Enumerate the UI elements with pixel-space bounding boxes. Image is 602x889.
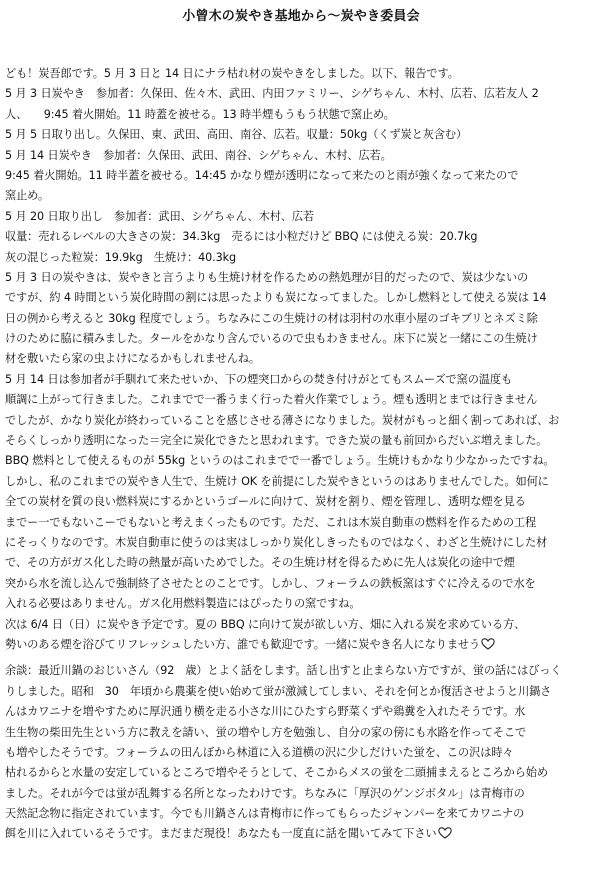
- text-line: [5, 84, 597, 104]
- text-line-content: BBQ 燃料として使えるものが 55kg というのはこれまでで一番でしょう。生焼けもかなり少なかったですね。: [5, 454, 555, 468]
- text-line: [5, 635, 597, 655]
- text-line: [5, 682, 597, 702]
- text-line: [5, 533, 597, 553]
- text-line: [5, 64, 597, 84]
- text-line-content: も増やしたそうです。フォーラムの田んぼから林道に入る道横の沢に少しだけいた蛍を、この沢は時々: [5, 745, 514, 759]
- text-line: [5, 553, 597, 573]
- text-line-content: 枯れるからと水量の安定しているところで増やそうとして、そこからメスの蛍を二頭捕まえるところから始め: [5, 766, 548, 780]
- text-line-content: 5 月 5 日取り出し。久保田、東、武田、高田、南谷、広若。収量：50kg（くず炭と灰含む）: [5, 128, 468, 142]
- text-line: [5, 329, 597, 349]
- text-line: [5, 105, 597, 125]
- text-line-content: けのために脇に積みました。タールをかなり含んでいるので虫もわきません。床下に炭と一緒にこの生焼け: [5, 332, 538, 346]
- text-line: [5, 661, 597, 681]
- text-line-content: までー一でもないこーでもないと考えまくったものです。ただ、これは木炭自動車の燃料を作るための工程: [5, 515, 537, 529]
- text-line: [5, 594, 597, 614]
- text-line-content: りしました。昭和 30 年頃から農薬を使い始めて蛍が激減してしまい、それを何とか復活させようと川鍋さ: [5, 684, 552, 698]
- text-line: [5, 390, 597, 410]
- text-line-content: 5 月 20 日取り出し 参加者：武田、シゲちゃん、木村、広若: [5, 209, 315, 223]
- text-line-content: 灰の混じった粒炭：19.9kg 生焼け：40.3kg: [5, 250, 237, 264]
- text-line: [5, 615, 597, 635]
- report-body: [5, 64, 597, 655]
- text-line: [5, 804, 597, 824]
- text-line: [5, 784, 597, 804]
- heart-outline-icon: [438, 827, 452, 839]
- text-line-content: 生生物の柴田先生という方に教えを請い、蛍の増やし方を勉強し、自分の家の傍にも水路を作ってそこで: [5, 725, 527, 739]
- text-line-content: ですが、約 4 時間という炭化時間の割には思ったよりも炭になってました。しかし燃料として使える炭は 14: [5, 291, 547, 305]
- text-line-content: 余談：最近川鍋のおじいさん（92 歳）とよく話をします。話し出すと止まらない方ですが、蛍の話にはびっく: [5, 664, 562, 678]
- text-line: [5, 125, 597, 145]
- text-line-content: 人、 9:45 着火開始。11 時蓋を被せる。13 時半煙もうもう状態で窯止め。: [5, 107, 395, 121]
- text-line: [5, 574, 597, 594]
- text-line: [5, 349, 597, 369]
- text-line: [5, 146, 597, 166]
- text-line: [5, 763, 597, 783]
- text-line-content: 入れる必要はありません。ガス化用燃料製造にはぴったりの窯ですね。: [5, 597, 361, 611]
- text-line: [5, 370, 597, 390]
- text-line-content: 餌を川に入れているそうです。まだまだ現役！あなたも一度直に話を聞いてみて下さい: [5, 827, 437, 841]
- text-line-content: んはカワニナを増やすために厚沢通り横を走る小さな川にひたすら野菜くずや鶏糞を入れたそうです。水: [5, 705, 526, 719]
- text-line-content: でしたが、かなり炭化が終わっていることを感じさせる薄さになりました。炭材がもっと細く割ってあれば、お: [5, 413, 560, 427]
- text-line-content: 全ての炭材を質の良い燃料炭にするかというゴールに向けて、炭材を割り、煙を管理し、透明な煙を見る: [5, 495, 526, 509]
- text-line-content: そらくしっかり透明になった＝完全に炭化できたと思われます。できた炭の量も前回からだいぶ増えました。: [5, 434, 548, 448]
- text-line-content: 天然記念物に指定されています。今でも川鍋さんは青梅市に作ってもらったジャンパーを来てカワニナの: [5, 807, 525, 821]
- text-line: [5, 743, 597, 763]
- text-line-content: 9:45 着火開始。11 時半蓋を被せる。14:45 かなり煙が透明になって来たのと雨が強くなって来たので: [5, 168, 519, 182]
- text-line: [5, 472, 597, 492]
- text-line: [5, 492, 597, 512]
- text-line: [5, 207, 597, 227]
- text-line-content: 次は 6/4 日（日）に炭やき予定です。夏の BBQ に向けて炭が欲しい方、畑に入れる炭を求めている方、: [5, 617, 526, 631]
- text-line-content: ました。それが今では蛍が乱舞する名所となったわけです。ちなみに「厚沢のゲンジボタル」は青梅市の: [5, 786, 525, 800]
- document-title: 小曾木の炭やき基地から～炭やき委員会: [182, 9, 420, 24]
- text-line: [5, 288, 597, 308]
- text-line: [5, 268, 597, 288]
- text-line-content: 材を敷いたら家の虫よけになるかもしれませんね。: [5, 352, 261, 366]
- aside-body: [5, 661, 597, 845]
- text-line-content: 5 月 14 日炭やき 参加者：久保田、武田、南谷、シゲちゃん、木村、広若。: [5, 148, 392, 162]
- text-line: [5, 186, 597, 206]
- text-line-content: 勢いのある煙を浴びてリフレッシュしたい方、誰でも歓迎です。一緒に炭やき名人になりませう: [5, 637, 481, 651]
- text-line-content: 収量：売れるレベルの大きさの炭：34.3kg 売るには小粒だけど BBQ には使える炭：20.7kg: [5, 230, 478, 244]
- text-line-content: 5 月 3 日炭やき 参加者：久保田、佐々木、武田、内田ファミリー、シゲちゃん、木村、広若、広若友人 2: [5, 87, 539, 101]
- text-line: [5, 824, 597, 844]
- text-line-content: 突から水を流し込んで強制終了させたとのことです。しかし、フォーラムの鉄板窯はすぐに冷えるので水を: [5, 576, 536, 590]
- text-line: [5, 431, 597, 451]
- text-line: [5, 513, 597, 533]
- text-line-content: しかし、私のこれまでの炭やき人生で、生焼け OK を前提にした炭やきというのはありませんでした。如何に: [5, 474, 549, 488]
- heart-outline-icon: [481, 638, 495, 650]
- text-line-content: 順調に上がって行きました。これまでで一番うまく行った着火作業でしょう。煙も透明とまでは行きません: [5, 393, 538, 407]
- text-line-content: にそっくりなのです。木炭自動車に使うのは実はしっかり炭化しきったものではなく、わざと生焼けにした材: [5, 535, 548, 549]
- text-line: [5, 451, 597, 471]
- text-line: [5, 227, 597, 247]
- text-line-content: ども！炭吾郎です。5 月 3 日と 14 日にナラ枯れ材の炭やきをしました。以下、報告です。: [5, 67, 459, 80]
- text-line: [5, 166, 597, 186]
- text-line-content: で、その方がガス化した時の熱量が高いためでした。その生焼け材を得るために先人は炭化の途中で煙: [5, 556, 515, 570]
- text-line-content: 5 月 14 日は参加者が手馴れて来たせいか、下の煙突口からの焚き付けがとてもスムーズで窯の温度も: [5, 372, 513, 386]
- text-line: [5, 723, 597, 743]
- text-line-content: 日の例から考えると 30kg 程度でしょう。ちなみにこの生焼けの材は羽村の水車小屋のゴキブリとネズミ除: [5, 311, 538, 325]
- text-line: [5, 702, 597, 722]
- text-line-content: 窯止め。: [5, 189, 49, 203]
- text-line: [5, 248, 597, 268]
- text-line-content: 5 月 3 日の炭やきは、炭やきと言うよりも生焼け材を作るための熱処理が目的だったので、炭は少ないの: [5, 270, 529, 284]
- text-line: [5, 309, 597, 329]
- text-line: [5, 411, 597, 431]
